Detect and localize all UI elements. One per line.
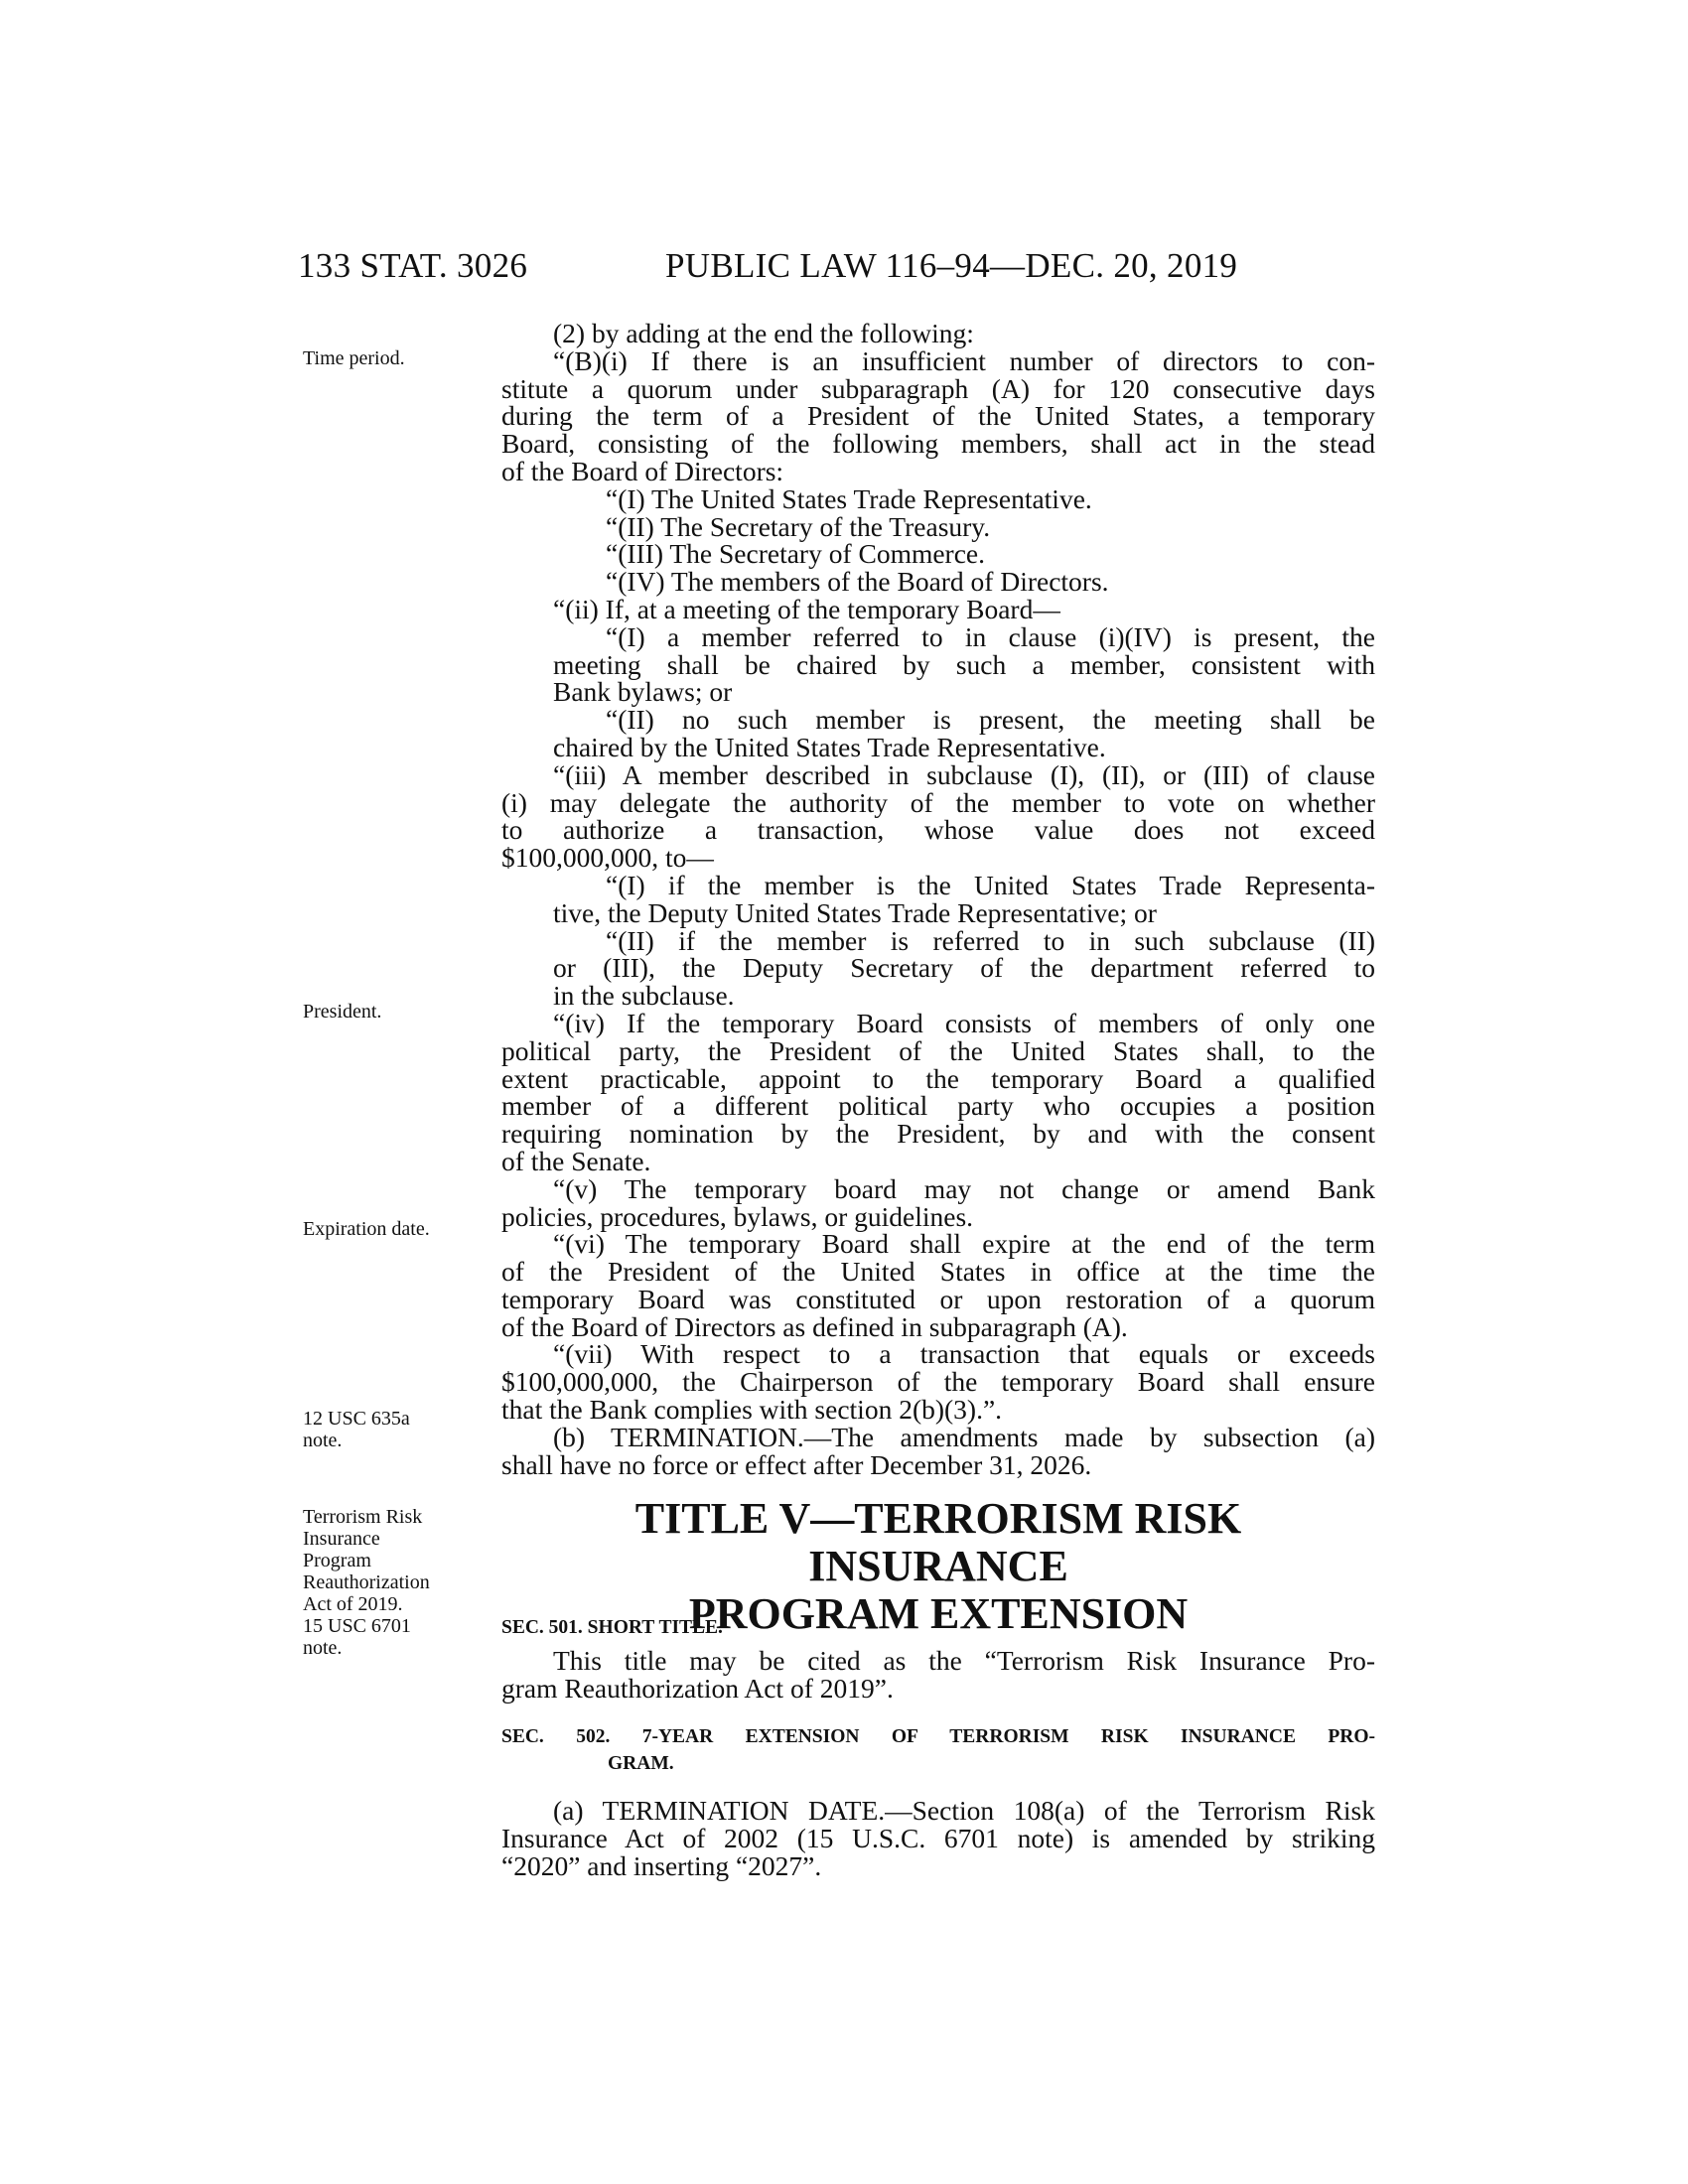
text-line: of the Board of Directors as defined in subparagraph (A). xyxy=(501,1310,1128,1342)
text-line: $100,000,000, to— xyxy=(501,842,714,874)
text-line: gram Reauthorization Act of 2019”. xyxy=(501,1672,894,1704)
text-line: This title may be cited as the “Terrorism Risk Insurance Pro- xyxy=(553,1645,1375,1676)
text-line: “(IV) The members of the Board of Directors. xyxy=(606,566,1109,598)
text-line: “(I) a member referred to in clause (i)(IV) is present, the xyxy=(606,620,1375,652)
margin-note-tria xyxy=(303,1506,462,1659)
text-line: tive, the Deputy United States Trade Representative; or xyxy=(553,896,1157,928)
text-line: temporary Board was constituted or upon restoration of a quorum xyxy=(501,1283,1375,1314)
text-line: “(II) The Secretary of the Treasury. xyxy=(606,510,991,542)
margin-note-line: Act of 2019. xyxy=(303,1593,403,1615)
text-line: “(B)(i) If there is an insufficient number of directors to con- xyxy=(553,344,1375,376)
margin-note-line: Program xyxy=(303,1550,371,1571)
sec-502-body xyxy=(501,1797,1375,1879)
text-line: meeting shall be chaired by such a member, consistent with xyxy=(553,648,1375,680)
text-line: “(I) The United States Trade Representative. xyxy=(606,482,1092,514)
text-line: requiring nomination by the President, by and with the consent xyxy=(501,1118,1375,1150)
text-line: “(iii) A member described in subclause (I), (II), or (III) of clause xyxy=(553,758,1375,790)
running-header xyxy=(298,246,1380,292)
text-line: policies, procedures, bylaws, or guidelines. xyxy=(501,1200,974,1232)
law-citation: PUBLIC LAW 116–94—DEC. 20, 2019 xyxy=(665,246,1238,285)
text-line: during the term of a President of the United States, a temporary xyxy=(501,400,1375,432)
body-text xyxy=(501,320,1375,1478)
text-line: of the Board of Directors: xyxy=(501,455,784,486)
text-line: (i) may delegate the authority of the member to vote on whether xyxy=(501,786,1375,818)
text-line: member of a different political party who occupies a position xyxy=(501,1090,1375,1122)
text-line: “(v) The temporary board may not change or amend Bank xyxy=(553,1172,1375,1204)
margin-note-expiration: Expiration date. xyxy=(303,1218,430,1240)
margin-note-usc-635a xyxy=(303,1408,462,1451)
text-line: “(II) no such member is present, the meeting shall be xyxy=(606,704,1375,736)
text-line: “(vii) With respect to a transaction that equals or exceeds xyxy=(553,1338,1375,1370)
margin-note-line: note. xyxy=(303,1637,343,1659)
text-line: “(ii) If, at a meeting of the temporary Board— xyxy=(553,593,1060,624)
text-line: “2020” and inserting “2027”. xyxy=(501,1849,822,1881)
title-line-2: PROGRAM EXTENSION xyxy=(688,1589,1189,1638)
text-line: $100,000,000, the Chairperson of the temporary Board shall ensure xyxy=(501,1366,1375,1398)
title-line-1: TITLE V—TERRORISM RISK INSURANCE xyxy=(634,1494,1242,1590)
text-line: “(II) if the member is referred to in such subclause (II) xyxy=(606,924,1375,956)
text-line: of the President of the United States in office at the time the xyxy=(501,1256,1375,1288)
text-line: of the Senate. xyxy=(501,1145,651,1176)
text-line: political party, the President of the United States shall, to the xyxy=(501,1034,1375,1066)
sec-501-body xyxy=(501,1647,1375,1703)
margin-note-line: Insurance xyxy=(303,1528,380,1550)
text-line: or (III), the Deputy Secretary of the department referred to xyxy=(553,952,1375,984)
text-line: “(vi) The temporary Board shall expire at the end of the term xyxy=(553,1228,1375,1260)
sec-502-heading-line-1: SEC. 502. 7-YEAR EXTENSION OF TERRORISM RISK INSURANCE PRO- xyxy=(501,1726,1375,1747)
sec-502-heading xyxy=(501,1723,1375,1777)
margin-note-line: Reauthorization xyxy=(303,1571,430,1593)
text-line: “(iv) If the temporary Board consists of members of only one xyxy=(553,1007,1375,1038)
margin-note-president: President. xyxy=(303,1001,382,1023)
margin-note-line: 12 USC 635a xyxy=(303,1408,410,1430)
margin-note-line: note. xyxy=(303,1430,343,1451)
margin-note-time-period: Time period. xyxy=(303,347,405,369)
text-line: (2) by adding at the end the following: xyxy=(553,318,974,348)
margin-note-line: 15 USC 6701 xyxy=(303,1615,411,1637)
text-line: to authorize a transaction, whose value does not exceed xyxy=(501,814,1375,846)
text-line: shall have no force or effect after December 31, 2026. xyxy=(501,1448,1092,1480)
text-line: “(I) if the member is the United States Trade Representa- xyxy=(606,869,1375,900)
text-line: (a) TERMINATION DATE.—Section 108(a) of the Terrorism Risk xyxy=(553,1795,1375,1826)
text-line: in the subclause. xyxy=(553,980,735,1012)
text-line: Insurance Act of 2002 (15 U.S.C. 6701 note) is amended by striking xyxy=(501,1822,1375,1853)
stat-page-number: 133 STAT. 3026 xyxy=(298,246,528,285)
sec-501-heading: SEC. 501. SHORT TITLE. xyxy=(501,1617,723,1638)
text-line: stitute a quorum under subparagraph (A) for 120 consecutive days xyxy=(501,372,1375,404)
text-line: Board, consisting of the following members, shall act in the stead xyxy=(501,428,1375,460)
text-line: extent practicable, appoint to the temporary Board a qualified xyxy=(501,1062,1375,1094)
text-line: that the Bank complies with section 2(b)(3).”. xyxy=(501,1394,1003,1426)
margin-note-line: Terrorism Risk xyxy=(303,1506,423,1528)
sec-502-heading-line-2: GRAM. xyxy=(608,1753,674,1774)
text-line: “(III) The Secretary of Commerce. xyxy=(606,538,986,570)
text-line: (b) TERMINATION.—The amendments made by subsection (a) xyxy=(553,1421,1375,1452)
text-line: Bank bylaws; or xyxy=(553,676,733,708)
text-line: chaired by the United States Trade Representative. xyxy=(553,731,1106,762)
